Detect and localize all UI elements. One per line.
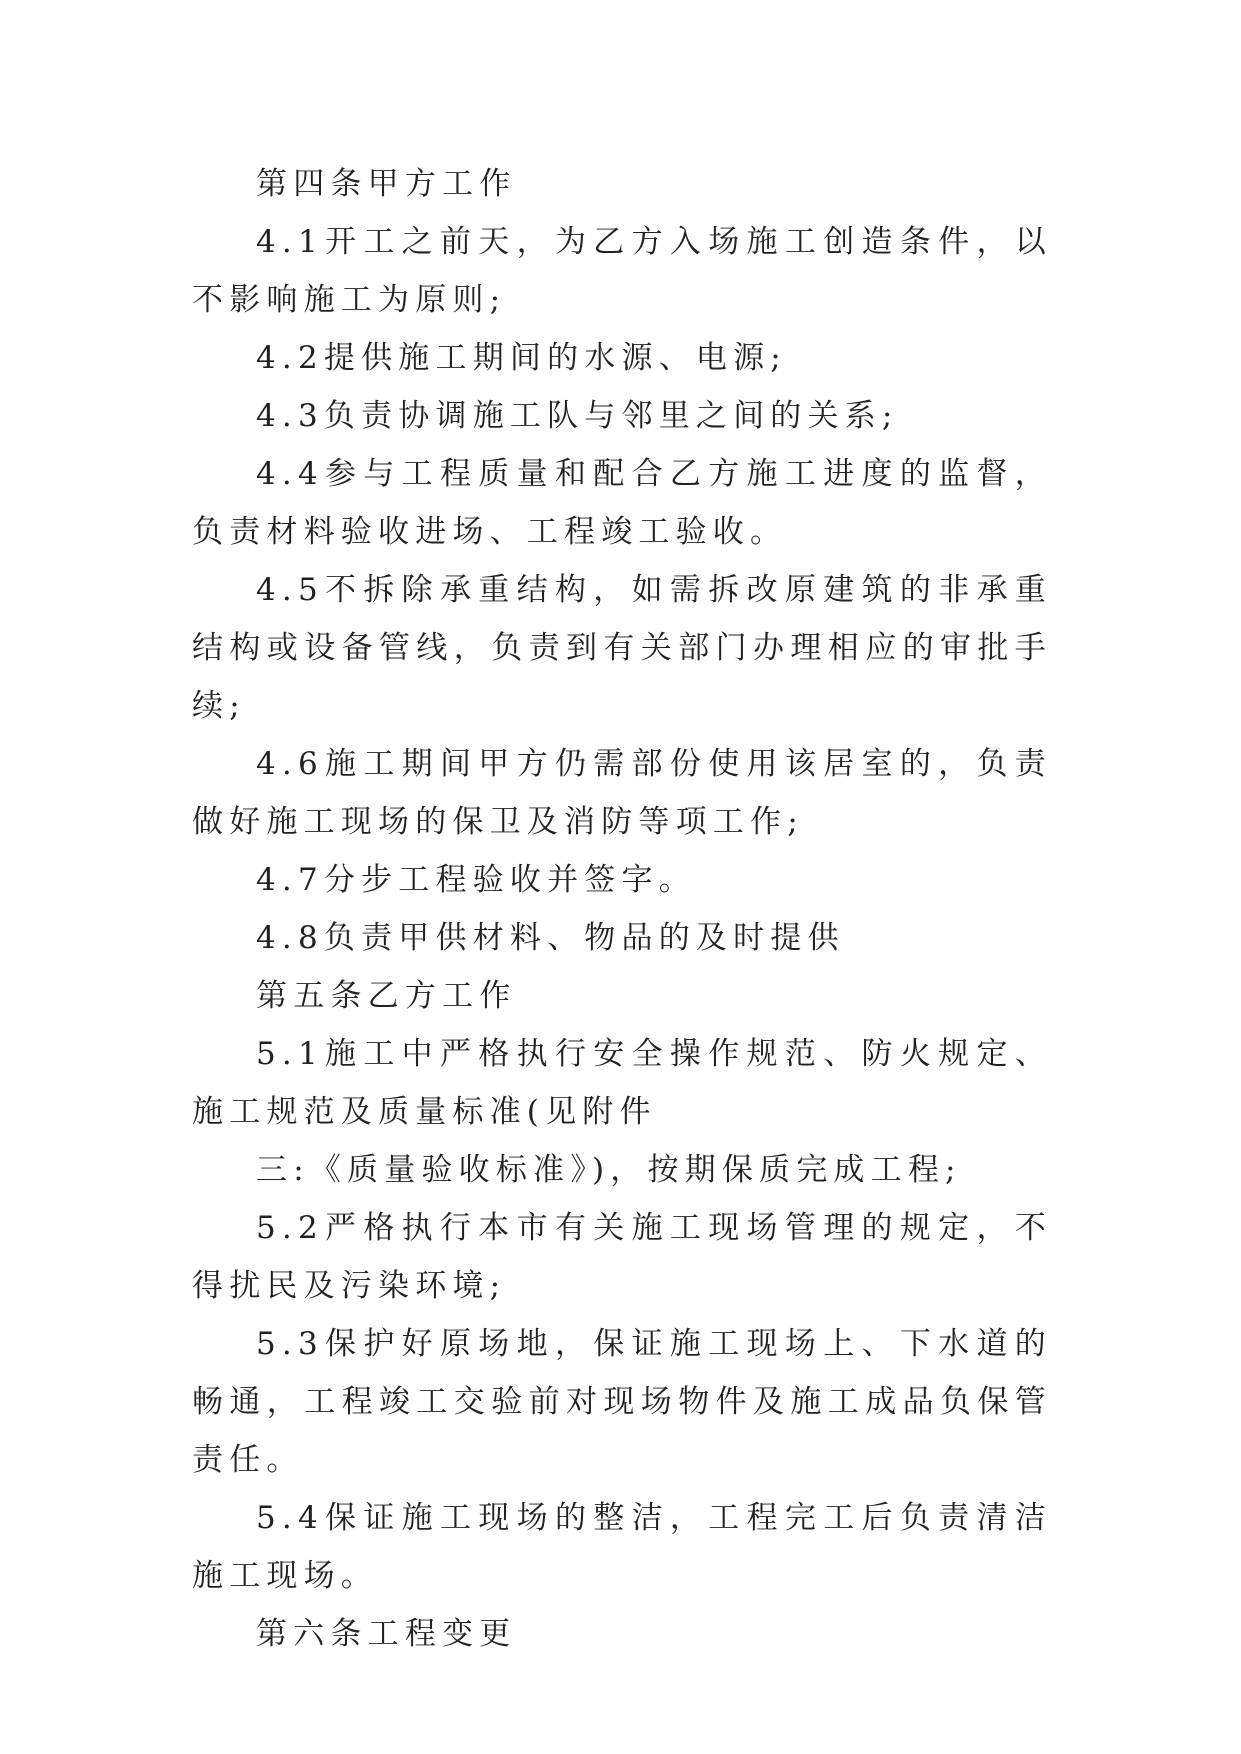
clause-4-heading: 第四条甲方工作 xyxy=(256,166,517,202)
clause-5-heading: 第五条乙方工作 xyxy=(256,978,517,1014)
clause-6-heading: 第六条工程变更 xyxy=(256,1616,517,1652)
clause-4-8: 4.8负责甲供材料、物品的及时提供 xyxy=(256,920,845,956)
clause-4-1: 4.1开工之前天，为乙方入场施工创造条件，以不影响施工为原则; xyxy=(192,224,1052,318)
clause-5-1-continued: 三:《质量验收标准》)，按期保质完成工程; xyxy=(256,1152,962,1188)
clause-5-2: 5.2严格执行本市有关施工现场管理的规定，不得扰民及污染环境; xyxy=(192,1210,1052,1304)
clause-5-3: 5.3保护好原场地，保证施工现场上、下水道的畅通，工程竣工交验前对现场物件及施工成品负保管责任。 xyxy=(192,1326,1052,1478)
clause-5-4: 5.4保证施工现场的整洁，工程完工后负责清洁施工现场。 xyxy=(192,1500,1052,1594)
clause-4-6: 4.6施工期间甲方仍需部份使用该居室的，负责做好施工现场的保卫及消防等项工作; xyxy=(192,746,1052,840)
clause-4-7: 4.7分步工程验收并签字。 xyxy=(256,862,696,898)
clause-4-5: 4.5不拆除承重结构，如需拆改原建筑的非承重结构或设备管线，负责到有关部门办理相应的审批手续; xyxy=(192,572,1052,724)
clause-4-3: 4.3负责协调施工队与邻里之间的关系; xyxy=(256,398,899,434)
clause-4-4: 4.4参与工程质量和配合乙方施工进度的监督，负责材料验收进场、工程竣工验收。 xyxy=(192,456,1052,550)
document-body xyxy=(192,155,1052,1663)
clause-4-2: 4.2提供施工期间的水源、电源; xyxy=(256,340,787,376)
clause-5-1: 5.1施工中严格执行安全操作规范、防火规定、施工规范及质量标准(见附件 xyxy=(192,1036,1052,1130)
